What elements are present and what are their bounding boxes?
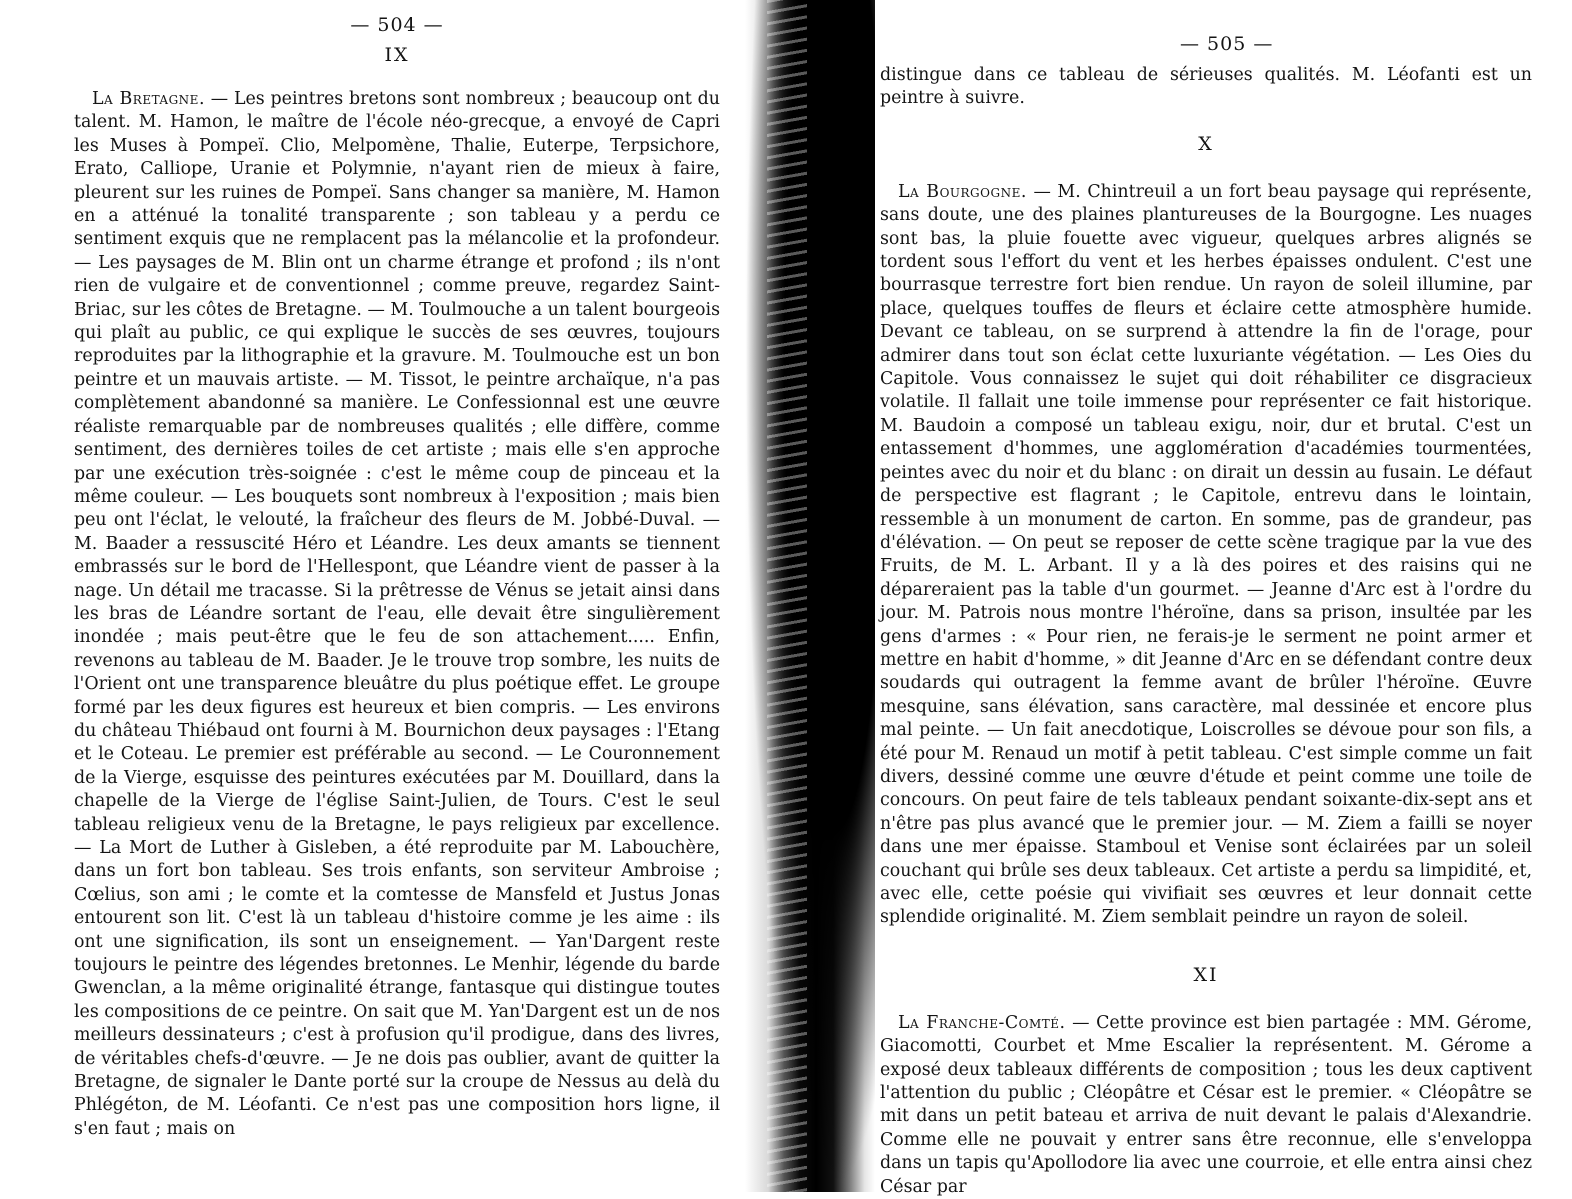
section-heading-ix: IX (384, 44, 410, 66)
section-ix-text (74, 88, 720, 1141)
book-gutter-shadow (745, 0, 875, 1192)
section-xi-title: La Franche-Comté. (898, 1012, 1066, 1033)
page-number-left: — 504 — (350, 14, 444, 36)
section-x-title: La Bourgogne. (898, 181, 1027, 202)
section-heading-xi: XI (1193, 963, 1219, 986)
section-x-text (880, 181, 1532, 930)
section-xi-text (880, 1012, 1532, 1199)
section-x-body: — M. Chintreuil a un fort beau paysage qui représente, sans doute, une des plaines plantureuses de la Bourgogne. Les nuages sont bas, la pluie fouette avec vigueur, quelques arbres alignés se tordent sous l'effort du vent et les herbes épaisses ondulent. C'est une bourrasque terrestre fort bien rendue. Un rayon de soleil illumine, par place, quelques touffes de fleurs et éclaire cette atmosphère humide. Devant ce tableau, on se surprend à attendre la fin de l'orage, pour admirer dans tout son éclat cette luxuriante végétation. — Les Oies du Capitole. Vous connaissez le sujet qui doit réhabiliter ce disgracieux volatile. Il fallait une toile immense pour représenter ce fait historique. M. Baudoin a composé un tableau exigu, noir, dur et brutal. C'est un entassement d'hommes, une agglomération d'académies tourmentées, peintes avec du noir et du blanc : on dirait un dessin au fusain. Le défaut de perspective est flagrant ; le Capitole, entrevu dans le lointain, ressemble à un monument de carton. En somme, pas de grandeur, pas d'élévation. — On peut se reposer de cette scène tragique par la vue des Fruits, de M. L. Arbant. Il y a là des poires et des raisins qui ne dépareraient pas la table d'un gourmet. — Jeanne d'Arc est à l'ordre du jour. M. Patrois nous montre l'héroïne, dans sa prison, insultée par les gens d'armes : « Pour rien, ne ferais-je le serment ne point armer et mettre en habit d'homme, » dit Jeanne d'Arc en se défendant contre deux soudards qui outragent la femme avant de brûler l'héroïne. Œuvre mesquine, sans élévation, sans caractère, mal dessinée et encore plus mal peinte. — Un fait anecdotique, Loiscrolles se dévoue pour son fils, a été pour M. Renaud un motif à petit tableau. C'est simple comme un fait divers, dessiné comme une œuvre d'étude et peint comme une toile de concours. On peut faire de tels tableaux pendant soixante-dix-sept ans et n'être pas plus avancé que le premier jour. — M. Ziem a failli se noyer dans une mer épaisse. Stamboul et Venise sont éclairées par un soleil couchant qui brûle ses deux tableaux. Cet artiste a perdu sa limpidité, et, avec elle, cette poésie qui vivifiait ses œuvres et leur donnait cette splendide originalité. M. Ziem semblait peindre un rayon de soleil. (880, 181, 1532, 928)
section-ix-title: La Bretagne. (92, 89, 205, 109)
page-number-right: — 505 — (1180, 33, 1274, 55)
right-page (860, 0, 1572, 1197)
continuation-text: distingue dans ce tableau de sérieuses qualités. M. Léofanti est un peintre à suivre. (880, 65, 1532, 109)
section-xi-body: — Cette province est bien partagée : MM. Gérome, Giacomotti, Courbet et Mme Escalier la représentent. M. Gérome a exposé deux tableaux différents de composition ; tous les deux captivent l'attention du public ; Cléopâtre et César est le premier. « Cléopâtre se mit dans un petit bateau et arriva de nuit devant le palais d'Alexandrie. Comme elle ne pouvait y entrer sans être reconnue, elle s'enveloppa dans un tapis qu'Apollodore lia avec une courroie, et elle entra ainsi chez César par (880, 1012, 1533, 1197)
section-ix-body: — Les peintres bretons sont nombreux ; beaucoup ont du talent. M. Hamon, le maître de l'école néo-grecque, a envoyé de Capri les Muses à Pompeï. Clio, Melpomène, Thalie, Euterpe, Terpsichore, Erato, Calliope, Uranie et Polymnie, n'ayant rien de mieux à faire, pleurent sur les ruines de Pompeï. Sans changer sa manière, M. Hamon en a atténué la tonalité transparente ; son tableau y a perdu ce sentiment exquis que ne remplacent pas la mélancolie et la profondeur. — Les paysages de M. Blin ont un charme étrange et profond ; ils n'ont rien de vulgaire et de conventionnel ; comme preuve, regardez Saint-Briac, sur les côtes de Bretagne. — M. Toulmouche a un talent bourgeois qui plaît au public, ce qui explique le succès de ses œuvres, toujours reproduites par la lithographie et la gravure. M. Toulmouche est un bon peintre et un mauvais artiste. — M. Tissot, le peintre archaïque, n'a pas complètement abandonné sa manière. Le Confessionnal est une œuvre réaliste remarquable par de nombreuses qualités ; elle diffère, comme sentiment, des dernières toiles de cet artiste ; mais elle s'en approche par une exécution très-soignée : c'est le même coup de pinceau et la même couleur. — Les bouquets sont nombreux à l'exposition ; mais bien peu ont l'éclat, le velouté, la fraîcheur des fleurs de M. Jobbé-Duval. — M. Baader a ressuscité Héro et Léandre. Les deux amants se tiennent embrassés sur le bord de l'Hellespont, que Léandre vient de passer à la nage. Un détail me tracasse. Si la prêtresse de Vénus se jetait ainsi dans les bras de Léandre sortant de l'eau, elle devait être singulièrement inondée ; mais peut-être que le feu de son attachement..... Enfin, revenons au tableau de M. Baader. Je le trouve trop sombre, les nuits de l'Orient ont une transparence bleuâtre du plus poétique effet. Le groupe formé par les deux figures est heureux et bien compris. — Les environs du château Thiébaud ont fourni à M. Bournichon deux paysages : l'Etang et le Coteau. Le premier est préférable au second. — Le Couronnement de la Vierge, esquisse des peintures exécutées par M. Douillard, dans la chapelle de la Vierge de l'église Saint-Julien, de Tours. C'est le seul tableau religieux venu de la Bretagne, le pays religieux par excellence. — La Mort de Luther à Gisleben, a été reproduite par M. Labouchère, dans un fort bon tableau. Ses trois enfants, son serviteur Ambroise ; Cœlius, son ami ; le comte et la comtesse de Mansfeld et Justus Jonas entourent son lit. C'est là un tableau d'histoire comme je les aime : ils ont une signification, ils sont un enseignement. — Yan'Dargent reste toujours le peintre des légendes bretonnes. Le Menhir, légende du barde Gwenclan, a la même originalité étrange, fantasque qui distingue toutes les compositions de ce peintre. On sait que M. Yan'Dargent est un de nos meilleurs dessinateurs ; c'est à profusion qu'il prodigue, dans des livres, de véritables chefs-d'œuvre. — Je ne dois pas oublier, avant de quitter la Bretagne, de signaler le Dante porté sur la croupe de Nessus au delà du Phlégéton, de M. Léofanti. Ce n'est pas une composition hors ligne, il s'en faut ; mais on (74, 89, 720, 1139)
section-heading-x: X (1198, 132, 1214, 155)
left-page (0, 0, 760, 1192)
